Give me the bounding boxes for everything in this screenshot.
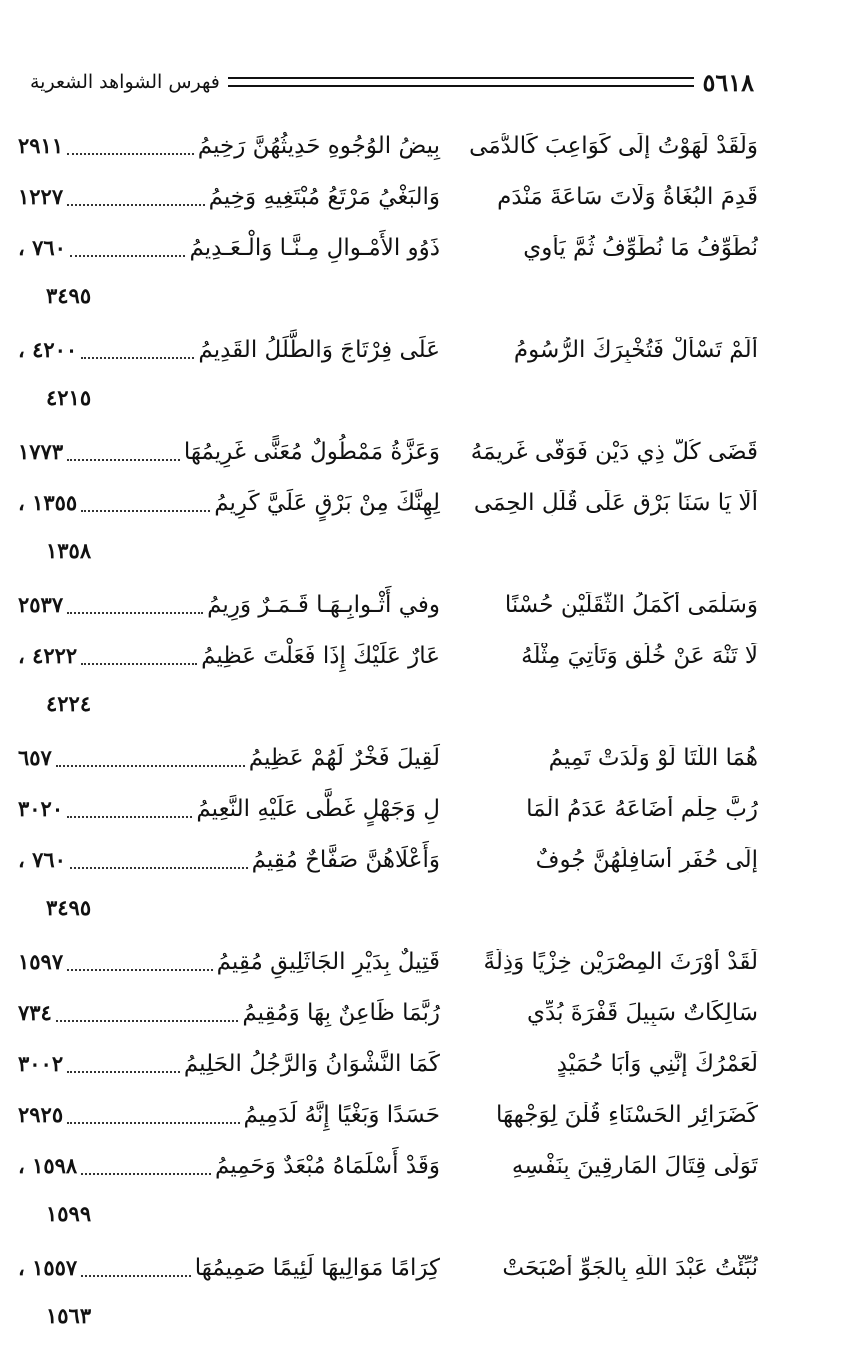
dot-leader	[81, 353, 194, 359]
verse-line	[18, 936, 758, 987]
page-reference-continued: ٤٢٢٤	[46, 691, 92, 716]
page-reference: ٣٠٢٠	[18, 796, 64, 821]
verse-first-hemistich: وَسَلْمَى أَكْمَلُ الثَّقَلَيْنِ حُسْنًا	[504, 591, 758, 618]
verse-entry	[18, 732, 758, 783]
verse-second-part	[18, 796, 440, 822]
verse-first-hemistich: وَلَقَدْ لَهَوْتُ إِلَى كَوَاعِبَ كَالدُّمَى	[469, 132, 758, 159]
reference-continuation-line	[18, 1293, 758, 1338]
verse-first-hemistich: هُمَا اللَّتَا لَوْ وَلَدَتْ تَمِيمُ	[548, 744, 758, 771]
verse-line	[18, 222, 758, 273]
verse-line	[18, 1089, 758, 1140]
verse-line	[18, 783, 758, 834]
page-reference: ٦٥٧	[18, 745, 52, 770]
page-reference: ١٥٩٧	[18, 949, 64, 974]
page-reference: ٣٠٠٢	[18, 1051, 64, 1076]
dot-leader	[56, 761, 245, 767]
verse-second-part	[18, 133, 440, 159]
verse-second-hemistich: قَتِيلٌ بِدَيْرِ الجَاثَلِيقِ مُقِيمُ	[216, 948, 440, 975]
page-reference: ٧٦٠ ،	[18, 847, 66, 872]
verse-first-hemistich: أَلَمْ تَسْأَلْ فَتُخْبِرَكَ الرُّسُومُ	[513, 336, 758, 363]
verse-line	[18, 324, 758, 375]
verse-first-hemistich: أَلَا يَا سَنَا بَرْقٍ عَلَى قُلَلِ الحِمَى	[473, 489, 758, 516]
verse-line	[18, 630, 758, 681]
verse-first-hemistich: رُبَّ حِلْمٍ أَضَاعَهُ عَدَمُ الْمَا	[526, 795, 758, 822]
verse-line	[18, 1038, 758, 1089]
dot-leader	[81, 1271, 190, 1277]
verse-first-hemistich: لَقَدْ أَوْرَثَ المِصْرَيْنِ خِزْيًا وَذِلَّةً	[483, 948, 758, 975]
verse-line	[18, 120, 758, 171]
dot-leader	[67, 200, 204, 206]
dot-leader	[67, 1118, 239, 1124]
verse-second-part	[18, 337, 440, 363]
verse-first-hemistich: نُبِّئْتُ عَبْدَ اللَّهِ بِالجَوِّ أَصْبَحَتْ	[502, 1254, 758, 1281]
verse-second-part	[18, 439, 440, 465]
verse-entry	[18, 1242, 758, 1344]
verse-index	[18, 120, 758, 1344]
header-rule	[228, 77, 695, 87]
verse-entry	[18, 1038, 758, 1089]
verse-entry	[18, 477, 758, 579]
verse-line	[18, 426, 758, 477]
verse-entry	[18, 120, 758, 171]
verse-second-part	[18, 1255, 440, 1281]
reference-continuation-line	[18, 528, 758, 573]
page-number: ٥٦١٨	[702, 67, 754, 97]
dot-leader	[67, 149, 194, 155]
verse-second-hemistich: وَعَزَّةُ مَمْطُولٌ مُعَنًّى غَرِيمُهَا	[183, 438, 440, 465]
verse-line	[18, 834, 758, 885]
verse-second-part	[18, 949, 440, 975]
page-reference: ١٢٢٧	[18, 184, 64, 209]
dot-leader	[81, 659, 197, 665]
dot-leader	[56, 1016, 239, 1022]
page-reference-continued: ١٥٦٣	[46, 1303, 92, 1328]
verse-entry	[18, 1140, 758, 1242]
verse-second-hemistich: كِرَامًا مَوَالِيهَا لَئِيمًا صَمِيمُهَا	[194, 1254, 440, 1281]
page-reference-continued: ١٥٩٩	[46, 1201, 92, 1226]
verse-line	[18, 579, 758, 630]
verse-line	[18, 1140, 758, 1191]
verse-second-hemistich: حَسَدًا وَبَغْيًا إِنَّهُ لَدَمِيمُ	[243, 1101, 440, 1128]
dot-leader	[67, 812, 192, 818]
verse-second-hemistich: كَمَا النَّشْوَانُ وَالرَّجُلُ الحَلِيمُ	[183, 1050, 440, 1077]
dot-leader	[67, 455, 180, 461]
page-reference: ٢٩١١	[18, 133, 64, 158]
verse-second-hemistich: ذَوُو الأَمْـوالِ مِـنَّـا وَالْـعَـدِيمُ	[189, 234, 440, 261]
verse-second-hemistich: وَأَعْلَاهُنَّ صَفَّاحٌ مُقِيمُ	[251, 846, 440, 873]
page-reference: ٧٣٤	[18, 1000, 52, 1025]
dot-leader	[67, 965, 212, 971]
verse-second-hemistich: رُبَّمَا ظَاعِنٌ بِهَا وَمُقِيمُ	[242, 999, 440, 1026]
verse-first-hemistich: لَا تَنْهَ عَنْ خُلُقٍ وَتَأْتِيَ مِثْلَهُ	[521, 642, 758, 669]
dot-leader	[70, 863, 248, 869]
entry-spacer	[18, 1338, 758, 1344]
verse-second-hemistich: بِيضُ الوُجُوهِ حَدِيثُهُنَّ رَخِيمُ	[197, 132, 440, 159]
verse-second-part	[18, 1051, 440, 1077]
page-reference-continued: ١٣٥٨	[46, 538, 92, 563]
verse-second-part	[18, 1102, 440, 1128]
running-title: فهرس الشواهد الشعرية	[30, 71, 220, 93]
verse-entry	[18, 783, 758, 834]
verse-first-hemistich: قَضَى كُلُّ ذِي دَيْنٍ فَوَفَّى غَرِيمَهُ	[470, 438, 758, 465]
page-reference: ٧٦٠ ،	[18, 235, 66, 260]
page-reference: ١٥٥٧ ،	[18, 1255, 78, 1280]
verse-second-part	[18, 490, 440, 516]
verse-line	[18, 1242, 758, 1293]
verse-second-hemistich: عَارٌ عَلَيْكَ إِذَا فَعَلْتَ عَظِيمُ	[201, 642, 440, 669]
verse-first-hemistich: إِلَى حُفَرٍ أَسَافِلُهُنَّ جُوفٌ	[535, 846, 758, 873]
verse-entry	[18, 630, 758, 732]
dot-leader	[81, 1169, 211, 1175]
verse-entry	[18, 936, 758, 987]
page-reference-continued: ٤٢١٥	[46, 385, 92, 410]
verse-second-hemistich: وَالبَغْيُ مَرْتَعُ مُبْتَغِيهِ وَخِيمُ	[208, 183, 440, 210]
verse-entry	[18, 579, 758, 630]
verse-first-hemistich: نُطَوِّفُ مَا نُطَوِّفُ ثُمَّ يَأْوِي	[523, 234, 758, 261]
verse-second-hemistich: لِ وَجَهْلٍ غَطَّى عَلَيْهِ النَّعِيمُ	[196, 795, 440, 822]
verse-entry	[18, 426, 758, 477]
verse-line	[18, 732, 758, 783]
verse-second-part	[18, 592, 440, 618]
page-reference: ٤٢٢٢ ،	[18, 643, 78, 668]
page-reference: ٢٩٢٥	[18, 1102, 64, 1127]
page-reference: ٤٢٠٠ ،	[18, 337, 78, 362]
verse-second-part	[18, 847, 440, 873]
verse-entry	[18, 1089, 758, 1140]
verse-second-part	[18, 643, 440, 669]
page-reference-continued: ٣٤٩٥	[46, 895, 92, 920]
verse-entry	[18, 987, 758, 1038]
dot-leader	[67, 1067, 180, 1073]
verse-first-hemistich: لَعَمْرُكَ إِنَّنِي وَأَبَا حُمَيْدٍ	[556, 1050, 758, 1077]
verse-second-hemistich: لِهِنَّكَ مِنْ بَرْقٍ عَلَيَّ كَرِيمُ	[214, 489, 440, 516]
verse-second-hemistich: لَقِيلَ فَخْرٌ لَهُمْ عَظِيمُ	[248, 744, 440, 771]
verse-line	[18, 987, 758, 1038]
verse-entry	[18, 222, 758, 324]
page-reference: ٢٥٣٧	[18, 592, 64, 617]
dot-leader	[70, 251, 186, 257]
page-reference: ١٥٩٨ ،	[18, 1153, 78, 1178]
verse-second-part	[18, 184, 440, 210]
verse-line	[18, 171, 758, 222]
reference-continuation-line	[18, 1191, 758, 1236]
page-header	[30, 62, 754, 102]
verse-entry	[18, 324, 758, 426]
page-reference-continued: ٣٤٩٥	[46, 283, 92, 308]
verse-entry	[18, 171, 758, 222]
verse-second-part	[18, 1153, 440, 1179]
verse-second-part	[18, 745, 440, 771]
reference-continuation-line	[18, 273, 758, 318]
page-reference: ١٧٧٣	[18, 439, 64, 464]
dot-leader	[81, 506, 210, 512]
verse-second-hemistich: عَلَى فِرْتَاجَ وَالطَّلَلُ القَدِيمُ	[198, 336, 440, 363]
verse-second-part	[18, 1000, 440, 1026]
verse-entry	[18, 834, 758, 936]
verse-first-hemistich: قَدِمَ البُغَاةُ وَلَاتَ سَاعَةَ مَنْدَمِ	[497, 183, 758, 210]
verse-first-hemistich: تَوَلَّى قِتَالَ المَارِقِينَ بِنَفْسِهِ	[511, 1152, 758, 1179]
verse-first-hemistich: كَضَرَائِرِ الحَسْنَاءِ قُلْنَ لِوَجْهِهَا	[496, 1101, 758, 1128]
page-reference: ١٣٥٥ ،	[18, 490, 78, 515]
verse-line	[18, 477, 758, 528]
verse-second-part	[18, 235, 440, 261]
verse-first-hemistich: سَالِكَاتٌ سَبِيلَ قَفْرَةَ بُدِّي	[527, 999, 758, 1026]
reference-continuation-line	[18, 375, 758, 420]
verse-second-hemistich: وفي أَثْـوابِـهَـا قَـمَـرٌ وَرِيمُ	[207, 591, 440, 618]
dot-leader	[67, 608, 203, 614]
reference-continuation-line	[18, 681, 758, 726]
reference-continuation-line	[18, 885, 758, 930]
verse-second-hemistich: وَقَدْ أَسْلَمَاهُ مُبْعَدٌ وَحَمِيمُ	[214, 1152, 440, 1179]
